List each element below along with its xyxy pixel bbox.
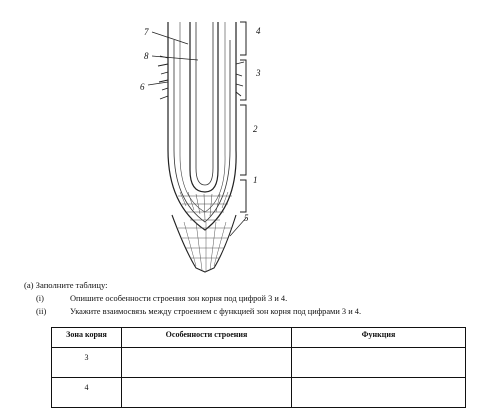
zone-brackets bbox=[240, 22, 246, 212]
task-title: (а) Заполните таблицу: bbox=[24, 280, 108, 290]
function-cell[interactable] bbox=[292, 348, 466, 378]
table-row bbox=[52, 348, 466, 378]
zone-cell: 3 bbox=[52, 348, 122, 378]
root-hairs-left bbox=[158, 56, 168, 99]
epidermis-line bbox=[174, 40, 230, 222]
root-cap bbox=[172, 215, 236, 272]
meristem-cells bbox=[178, 192, 232, 220]
structure-cell[interactable] bbox=[122, 378, 292, 408]
header-structure: Особенности строения bbox=[122, 328, 292, 348]
label-4: 4 bbox=[256, 26, 261, 36]
zones-table bbox=[51, 327, 466, 408]
leader-lines bbox=[148, 32, 246, 236]
label-5: 5 bbox=[244, 213, 249, 223]
label-1: 1 bbox=[253, 175, 258, 185]
label-8: 8 bbox=[144, 51, 149, 61]
task-item-2-index: (ii) bbox=[36, 307, 47, 316]
table-row bbox=[52, 378, 466, 408]
label-6: 6 bbox=[140, 82, 145, 92]
function-cell[interactable] bbox=[292, 378, 466, 408]
root-hairs-right bbox=[236, 62, 244, 96]
label-2: 2 bbox=[253, 124, 258, 134]
label-3: 3 bbox=[256, 68, 261, 78]
structure-cell[interactable] bbox=[122, 348, 292, 378]
header-zone: Зона корня bbox=[52, 328, 122, 348]
table-header-row bbox=[52, 328, 466, 348]
task-item-1-index: (i) bbox=[36, 294, 44, 303]
task-item-2 bbox=[36, 307, 361, 316]
task-item-2-text: Укажите взаимосвязь между строением с функцией зон корня под цифрами 3 и 4. bbox=[70, 307, 362, 316]
task-item-1 bbox=[36, 294, 287, 303]
central-cylinder-inner bbox=[196, 22, 213, 185]
zone-cell: 4 bbox=[52, 378, 122, 408]
root-outline bbox=[168, 22, 236, 230]
label-7: 7 bbox=[144, 27, 149, 37]
central-cylinder bbox=[190, 22, 218, 192]
header-function: Функция bbox=[292, 328, 466, 348]
task-item-1-text: Опишите особенности строения зон корня под цифрой 3 и 4. bbox=[70, 294, 288, 303]
